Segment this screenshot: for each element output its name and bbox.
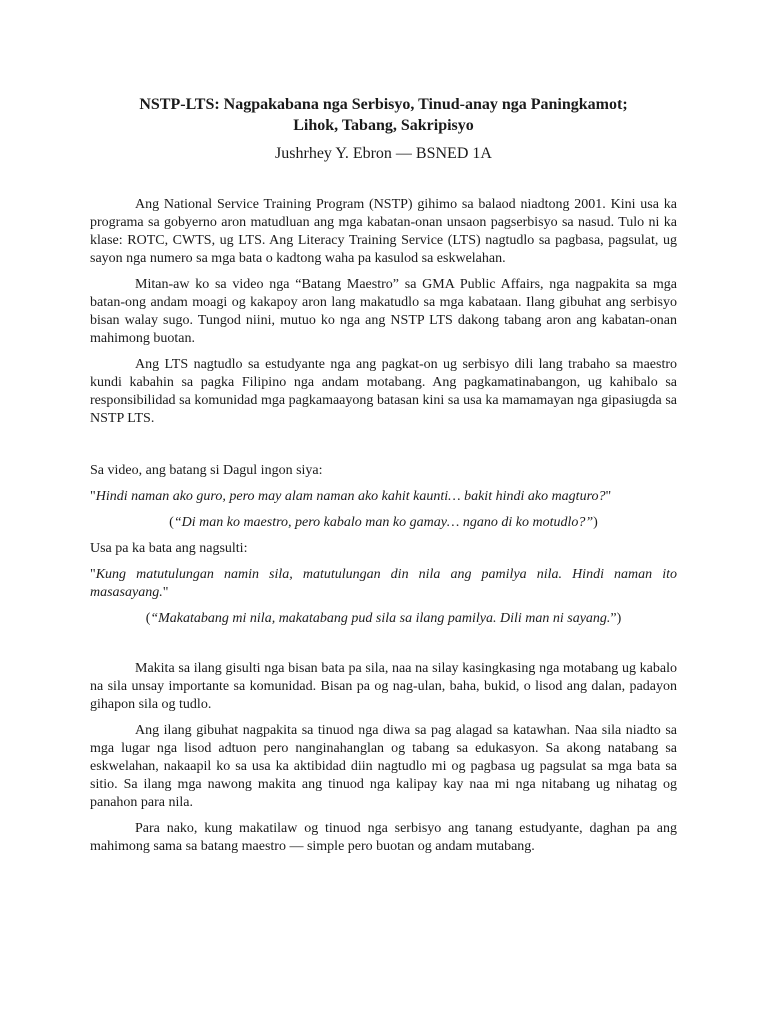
translation-1-open: ( [169, 515, 174, 530]
quote-2-open-mark: " [90, 567, 96, 582]
author-byline: Jushrhey Y. Ebron — BSNED 1A [275, 145, 492, 162]
quote-1-close-mark: " [605, 489, 612, 504]
translation-1-close: ) [593, 515, 598, 530]
translation-2 [90, 610, 677, 628]
quote-lead-2: Usa pa ka bata ang nagsulti: [90, 541, 248, 556]
title-line-2: Lihok, Tabang, Sakripisyo [293, 117, 474, 134]
title-line-1: NSTP-LTS: Nagpakabana nga Serbisyo, Tinud-anay nga Paningkamot; [139, 96, 628, 113]
quote-1-open-mark: " [90, 489, 96, 504]
quote-lead-1: Sa video, ang batang si Dagul ingon siya: [90, 463, 323, 478]
quotes-section [90, 462, 677, 628]
translation-2-open: ( [145, 611, 151, 626]
closing-paragraph-1: Makita sa ilang gisulti nga bisan bata pa sila, naa na silay kasingkasing nga motabang ug kabalo na sila unsay importante sa komunidad. Bisan pa og nag-ulan, baha, bukid, o lisod ang dalan, padayon gihapon sila og tudlo. [90, 661, 677, 712]
translation-1-text: “Di man ko maestro, pero kabalo man ko gamay… ngano di ko motudlo?” [173, 515, 594, 530]
quote-2-text: Kung matutulungan namin sila, matutulungan din nila ang pamilya nila. Hindi naman ito masasayang. [90, 567, 677, 600]
closing-section [90, 660, 677, 856]
intro-paragraph-1: Ang National Service Training Program (NSTP) gihimo sa balaod niadtong 2001. Kini usa ka programa sa gobyerno aron matudluan ang mga kabatan-onan unsaon pagserbisyo sa nasud. Tulo ni ka klase: ROTC, CWTS, ug LTS. Ang Literacy Training Service (LTS) nagtudlo sa pagbasa, pagsulat, ug sayon nga numero sa mga bata o kadtong waha pa kasulod sa eskwelahan. [90, 197, 677, 266]
translation-2-close: ”) [610, 611, 622, 626]
translation-2-text: “Makatabang mi nila, makatabang pud sila sa ilang pamilya. Dili man ni sayang. [150, 611, 611, 626]
intro-paragraph-2: Mitan-aw ko sa video nga “Batang Maestro” sa GMA Public Affairs, nga nagpakita sa mga batan-ong andam moagi og kakapoy aron lang makatudlo sa mga kabataan. Ilang gibuhat ang serbisyo bisan walay sugo. Tungod niini, mutuo ko nga ang NSTP LTS dakong tabang aron ang kabatan-onan mahimong buotan. [90, 277, 677, 346]
quote-2 [90, 566, 677, 602]
quote-1 [90, 488, 677, 506]
closing-paragraph-2: Ang ilang gibuhat nagpakita sa tinuod nga diwa sa pag alagad sa katawhan. Naa sila niadto sa mga lugar nga lisod adtuon pero nanginahanglan og tabang sa edukasyon. Sa akong natabang sa eskwelahan, nakaapil ko sa usa ka aktibidad diin nagtudlo mi og pagbasa ug pagsulat sa mga bata sa sitio. Sa ilang mga nawong makita ang tinuod nga kalipay kay naa mi nga nitabang ug nihatag og panahon para nila. [90, 723, 677, 810]
quote-1-text: Hindi naman ako guro, pero may alam naman ako kahit kaunti… bakit hindi ako magturo? [95, 489, 606, 504]
quote-2-close-mark: " [162, 585, 169, 600]
document-page [90, 94, 677, 864]
closing-paragraph-3: Para nako, kung makatilaw og tinuod nga serbisyo ang tanang estudyante, daghan pa ang mahimong sama sa batang maestro — simple pero buotan og andam mutabang. [90, 821, 677, 854]
intro-section [90, 196, 677, 428]
translation-1 [90, 514, 677, 532]
document-title [90, 94, 677, 136]
intro-paragraph-3: Ang LTS nagtudlo sa estudyante nga ang pagkat-on ug serbisyo dili lang trabaho sa maestro kundi kabahin sa pagka Filipino nga andam motabang. Ang pagkamatinabangon, ug kahibalo sa responsibilidad sa komunidad mga pagkamaayong batasan kini sa usa ka mamamayan nga gipasiugda sa NSTP LTS. [90, 357, 677, 426]
